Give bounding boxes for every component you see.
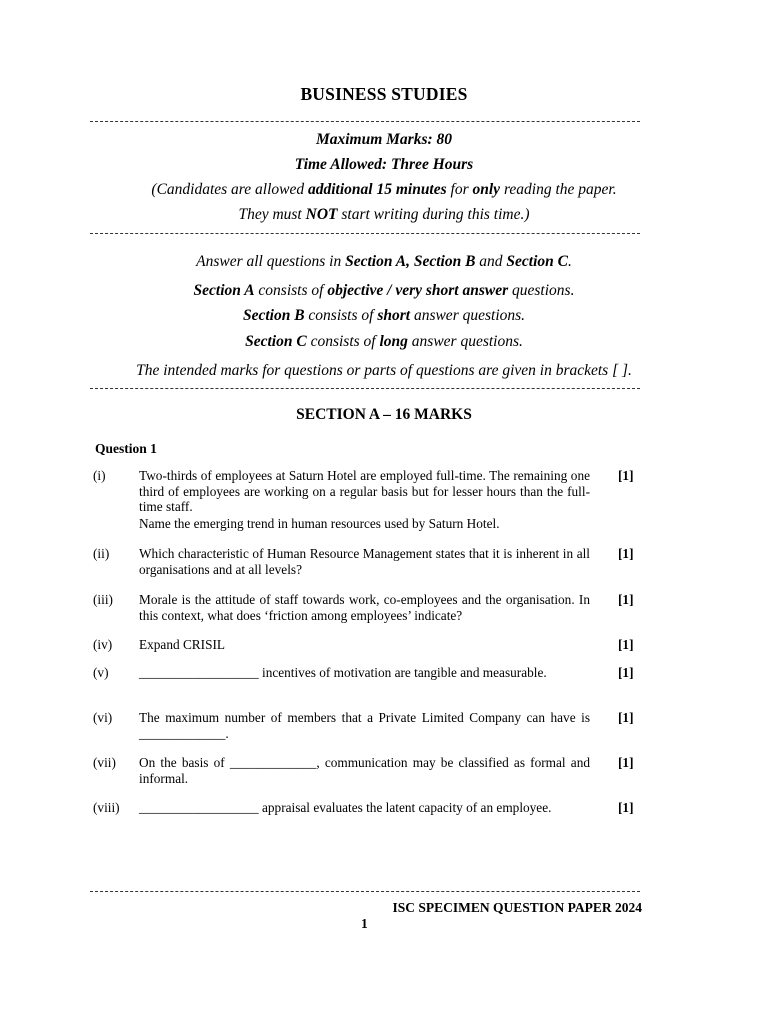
- question-item: [93, 637, 641, 653]
- text: answer questions.: [410, 307, 526, 324]
- question-item: [93, 546, 641, 577]
- item-number: (viii): [93, 800, 120, 815]
- text: Answer all questions in: [196, 253, 346, 270]
- item-marks: [1]: [618, 710, 634, 725]
- text: answer questions.: [407, 333, 523, 350]
- item-number: (vi): [93, 710, 113, 725]
- instruction-line-1: [0, 253, 768, 271]
- item-number: (v): [93, 665, 109, 680]
- item-text-continuation: Name the emerging trend in human resources used by Saturn Hotel.: [139, 515, 500, 531]
- divider: [90, 388, 640, 389]
- text: and: [475, 253, 507, 270]
- emphasis: objective / very short answer: [327, 282, 509, 299]
- item-marks: [1]: [618, 637, 634, 652]
- instruction-line-4: [0, 333, 768, 351]
- item-number: (vii): [93, 755, 116, 770]
- item-text: Morale is the attitude of staff towards work, co-employees and the organisation. In this context, what does ‘friction among employees’ indicate?: [139, 592, 590, 623]
- question-item: [93, 665, 641, 681]
- emphasis: Section A: [193, 282, 255, 299]
- text: for: [446, 181, 473, 198]
- page-number: 1: [361, 916, 368, 931]
- item-number: (ii): [93, 546, 110, 561]
- item-marks: [1]: [618, 800, 634, 815]
- emphasis: only: [472, 181, 501, 198]
- instruction-line-2: [0, 282, 768, 300]
- instruction-line-3: [0, 307, 768, 325]
- divider: [90, 121, 640, 122]
- text: consists of: [304, 307, 378, 324]
- footer-divider: [90, 891, 640, 892]
- text: (Candidates are allowed: [151, 181, 308, 198]
- item-text: Which characteristic of Human Resource Management states that it is inherent in all organisations and at all levels?: [139, 546, 590, 577]
- question-item: [93, 800, 641, 816]
- item-marks: [1]: [618, 755, 634, 770]
- section-title: SECTION A – 16 MARKS: [296, 406, 472, 423]
- item-text: __________________ appraisal evaluates the latent capacity of an employee.: [139, 800, 552, 815]
- emphasis: NOT: [305, 206, 338, 223]
- item-text: __________________ incentives of motivation are tangible and measurable.: [139, 665, 547, 680]
- question-item: [93, 755, 641, 786]
- text: .: [568, 253, 572, 270]
- item-marks: [1]: [618, 592, 634, 607]
- max-marks: Maximum Marks: 80: [315, 131, 453, 148]
- text: start writing during this time.): [337, 206, 530, 223]
- text: consists of: [254, 282, 328, 299]
- emphasis: short: [377, 307, 411, 324]
- text: They must: [238, 206, 306, 223]
- item-marks: [1]: [618, 546, 634, 561]
- divider: [90, 233, 640, 234]
- item-text: The maximum number of members that a Private Limited Company can have is _____________.: [139, 710, 590, 741]
- reading-note-line-1: [0, 181, 768, 199]
- question-heading: Question 1: [95, 441, 157, 456]
- emphasis: long: [379, 333, 408, 350]
- item-marks: [1]: [618, 468, 634, 483]
- emphasis: Section C: [506, 253, 568, 270]
- page-title: BUSINESS STUDIES: [300, 84, 468, 104]
- text: reading the paper.: [500, 181, 617, 198]
- time-allowed: Time Allowed: Three Hours: [294, 156, 474, 173]
- question-item: [93, 468, 641, 531]
- question-item: [93, 592, 641, 623]
- text: consists of: [306, 333, 380, 350]
- item-text: Expand CRISIL: [139, 637, 226, 652]
- item-marks: [1]: [618, 665, 634, 680]
- item-text: On the basis of _____________, communication may be classified as formal and informal.: [139, 755, 590, 786]
- emphasis: Section B: [242, 307, 305, 324]
- emphasis: Section C: [245, 333, 307, 350]
- question-item: [93, 710, 641, 741]
- emphasis: Section A, Section B: [345, 253, 476, 270]
- instruction-line-5: The intended marks for questions or parts of questions are given in brackets [ ].: [136, 362, 632, 379]
- footer-paper-title: ISC SPECIMEN QUESTION PAPER 2024: [392, 900, 642, 915]
- reading-note-line-2: [0, 206, 768, 224]
- item-number: (iii): [93, 592, 113, 607]
- item-number: (iv): [93, 637, 113, 652]
- text: questions.: [508, 282, 575, 299]
- emphasis: additional 15 minutes: [307, 181, 447, 198]
- item-text: Two-thirds of employees at Saturn Hotel are employed full-time. The remaining one third of employees are working on a regular basis but for lesser hours than the full-time staff.: [139, 468, 590, 514]
- item-number: (i): [93, 468, 106, 483]
